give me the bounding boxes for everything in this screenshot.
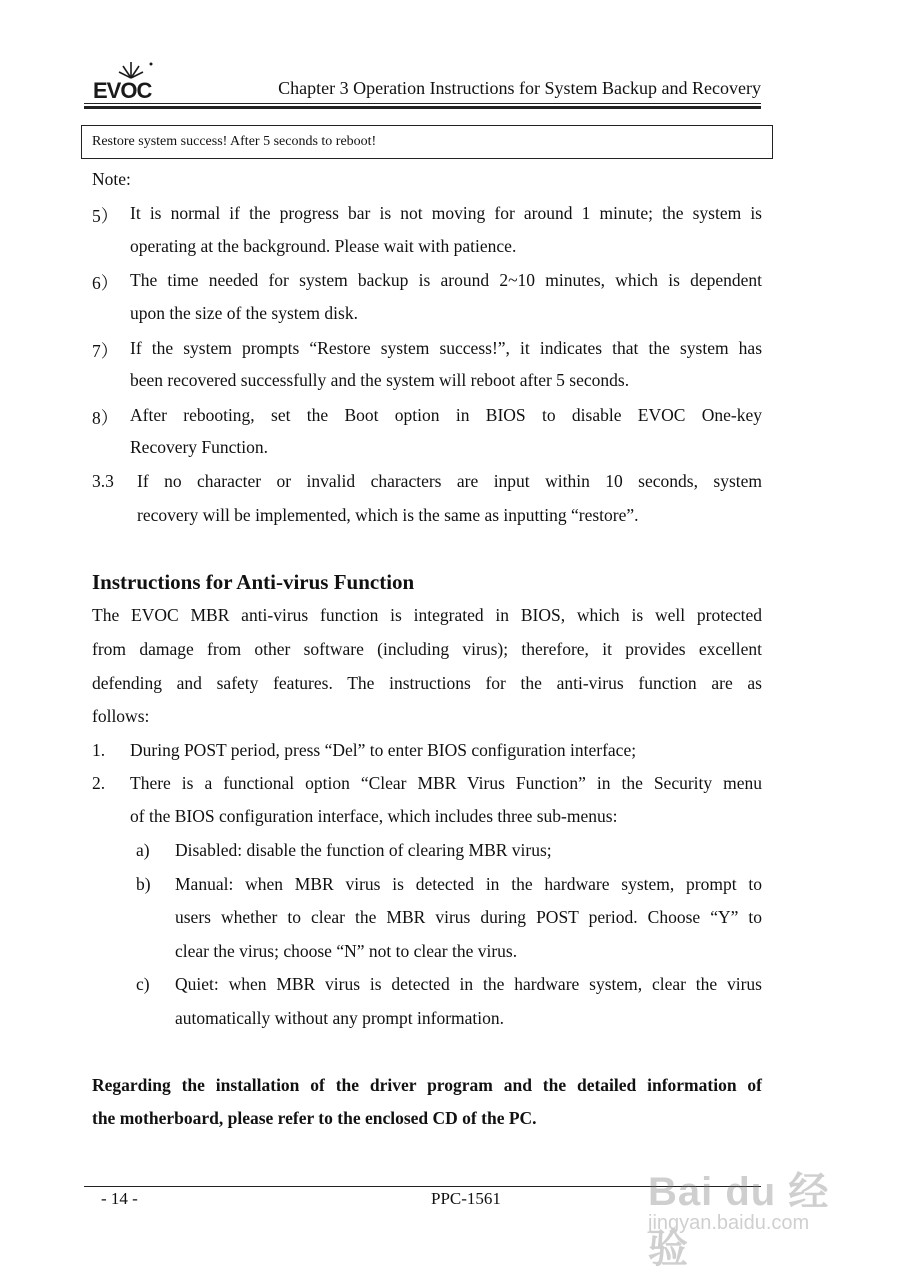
intro-line: follows: (92, 706, 150, 726)
baidu-watermark (640, 1140, 860, 1271)
note-number: 8） (92, 408, 119, 428)
closing-line: the motherboard, please refer to the enclosed CD of the PC. (92, 1108, 537, 1128)
substep-letter: c) (136, 974, 150, 994)
intro-line: defending and safety features. The instructions for the anti-virus function are as (92, 673, 762, 693)
step-line: of the BIOS configuration interface, which includes three sub-menus: (130, 806, 618, 826)
note-number: 3.3 (92, 471, 114, 491)
evoc-logo (93, 64, 157, 104)
restore-message-box: Restore system success! After 5 seconds to reboot! (81, 125, 773, 159)
substep-line: clear the virus; choose “N” not to clear the virus. (175, 941, 518, 961)
step-number: 2. (92, 773, 106, 793)
header-divider (84, 103, 761, 104)
closing-line: Regarding the installation of the driver program and the detailed information of (92, 1075, 762, 1095)
note-line: It is normal if the progress bar is not moving for around 1 minute; the system is (130, 203, 762, 223)
note-number: 5） (92, 206, 119, 226)
note-label: Note: (92, 169, 131, 189)
chapter-title: Chapter 3 Operation Instructions for System Backup and Recovery (278, 78, 761, 98)
note-line: If no character or invalid characters are input within 10 seconds, system (137, 471, 762, 491)
note-line: been recovered successfully and the system will reboot after 5 seconds. (130, 370, 630, 390)
step-number: 1. (92, 740, 106, 760)
section-heading: Instructions for Anti-virus Function (92, 570, 415, 594)
substep-line: automatically without any prompt information. (175, 1008, 505, 1028)
intro-line: The EVOC MBR anti-virus function is integrated in BIOS, which is well protected (92, 605, 762, 625)
note-line: recovery will be implemented, which is the same as inputting “restore”. (137, 505, 639, 525)
substep-letter: b) (136, 874, 151, 894)
header-divider-thick (84, 106, 761, 109)
note-line: The time needed for system backup is around 2~10 minutes, which is dependent (130, 270, 762, 290)
note-line: operating at the background. Please wait with patience. (130, 236, 517, 256)
note-line: Recovery Function. (130, 437, 269, 457)
note-line: After rebooting, set the Boot option in BIOS to disable EVOC One-key (130, 405, 762, 425)
substep-line: Disabled: disable the function of clearing MBR virus; (175, 840, 552, 860)
note-number: 6） (92, 273, 119, 293)
note-line: upon the size of the system disk. (130, 303, 358, 323)
note-number: 7） (92, 341, 119, 361)
note-line: If the system prompts “Restore system success!”, it indicates that the system has (130, 338, 762, 358)
logo-text: EVOC (93, 78, 152, 103)
watermark-url: jingyan.baidu.com (648, 1212, 810, 1234)
logo-burst-icon (93, 60, 157, 80)
step-line: During POST period, press “Del” to enter BIOS configuration interface; (130, 740, 637, 760)
page-number: - 14 - (101, 1189, 138, 1208)
substep-letter: a) (136, 840, 150, 860)
substep-line: Manual: when MBR virus is detected in the hardware system, prompt to (175, 874, 762, 894)
watermark-main: Bai du 经验 (648, 1170, 830, 1271)
model-name: PPC-1561 (431, 1189, 501, 1208)
step-line: There is a functional option “Clear MBR Virus Function” in the Security menu (130, 773, 762, 793)
intro-line: from damage from other software (including virus); therefore, it provides excellent (92, 639, 762, 659)
substep-line: users whether to clear the MBR virus during POST period. Choose “Y” to (175, 907, 762, 927)
substep-line: Quiet: when MBR virus is detected in the hardware system, clear the virus (175, 974, 762, 994)
